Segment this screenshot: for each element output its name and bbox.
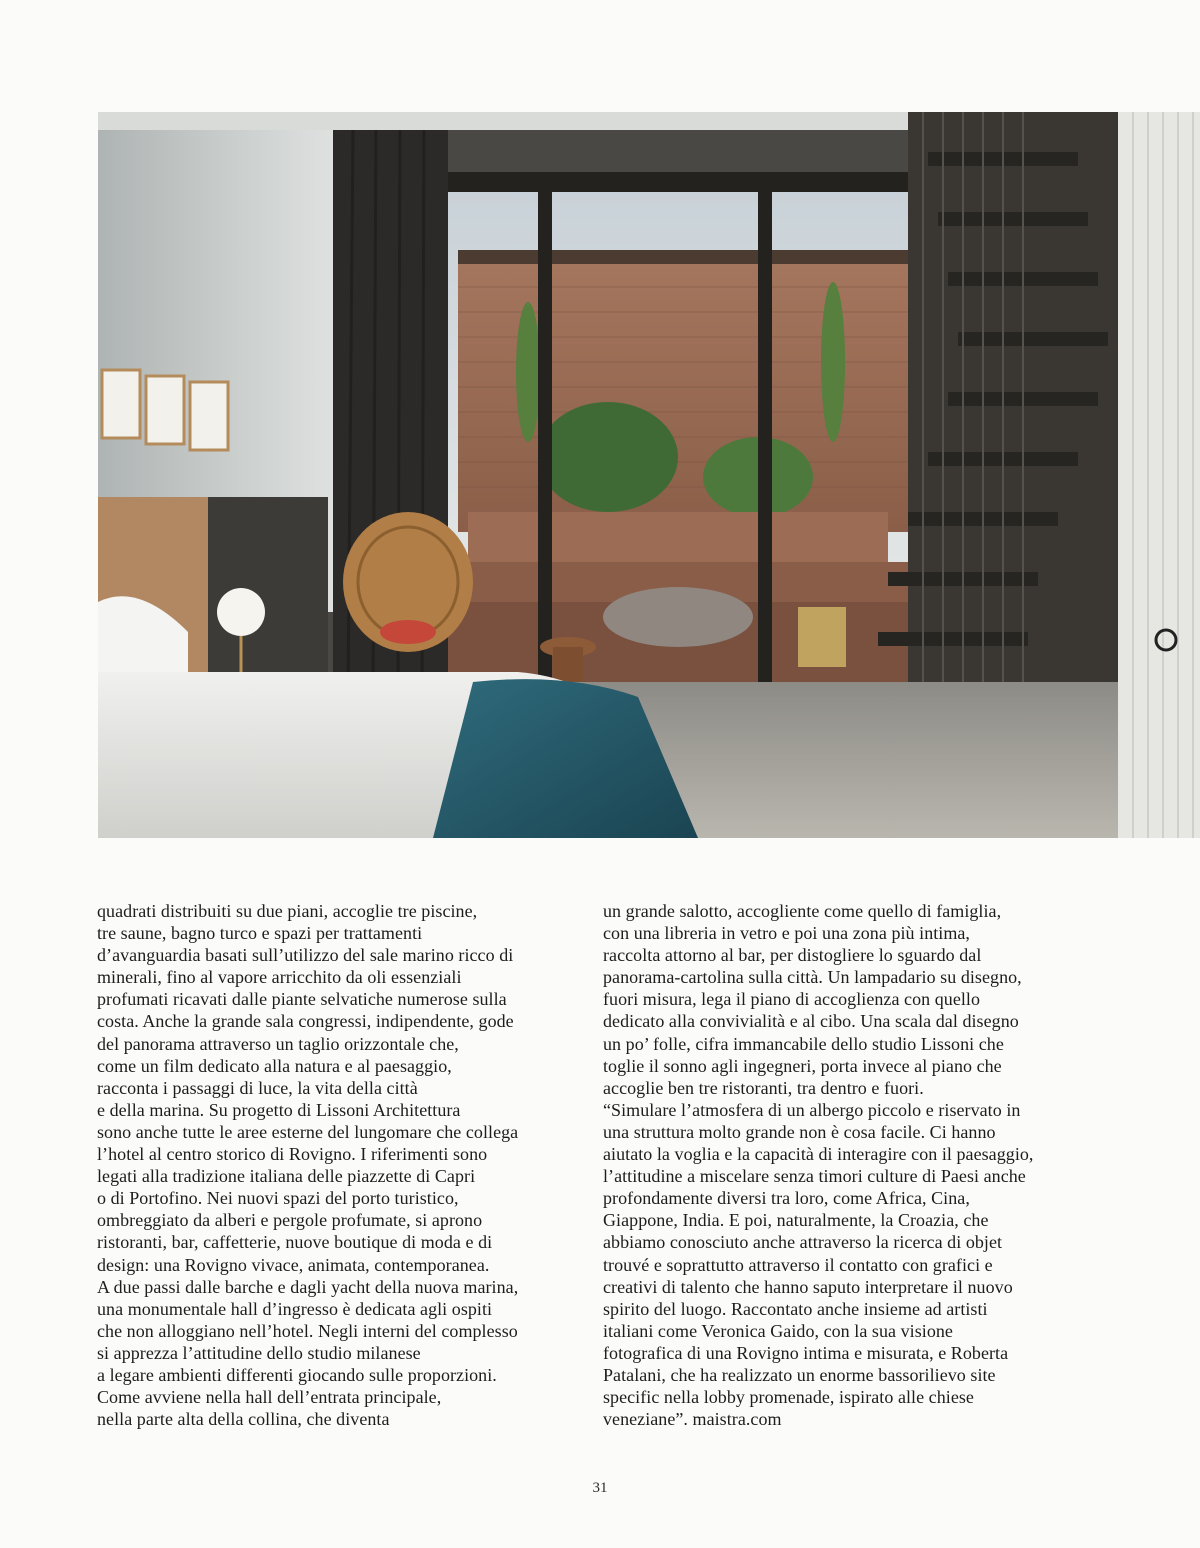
page-number: 31 [592,1480,608,1496]
paragraph: quadrati distribuiti su due piani, accoglie tre piscine, tre saune, bagno turco e spazi per trattamenti d’avanguardia basati sull’utilizzo del sale marino ricco di minerali, fino al vapore arricchito da oli essenziali profumati ricavati dalle piante selvatiche numerose sulla costa. Anche la grande sala congressi, indipendente, gode del panorama attraverso un taglio orizzontale che, come un film dedicato alla natura e al paesaggio, racconta i passaggi di luce, la vita della città e della marina. Su progetto di Lissoni Architettura sono anche tutte le aree esterne del lungomare che collega l’hotel al centro storico di Rovigno. I riferimenti sono legati alla tradizione italiana delle piazzette di Capri o di Portofino. Nei nuovi spazi del porto turistico, ombreggiato da alberi e pergole profumate, si aprono ristoranti, bar, caffetterie, nuove boutique di moda e di design: una Rovigno vivace, animata, contemporanea. [97,901,519,1275]
article-column-left [97,900,567,1430]
article-column-right [603,900,1073,1430]
paragraph: un grande salotto, accogliente come quello di famiglia, con una libreria in vetro e poi una zona più intima, raccolta attorno al bar, per distogliere lo sguardo dal panorama-cartolina sulla città. Un lampadario su disegno, fuori misura, lega il piano di accoglienza con quello dedicato alla convivialità e al cibo. Una scala dal disegno un po’ folle, cifra immancabile dello studio Lissoni che toglie il sonno agli ingegneri, porta invece al piano che accoglie ben tre ristoranti, tra dentro e fuori. [603,901,1022,1098]
hotel-room-photo [98,112,1200,838]
paragraph: “Simulare l’atmosfera di un albergo piccolo e riservato in una struttura molto grande non è cosa facile. Ci hanno aiutato la voglia e la capacità di interagire con il paesaggio, l’attitudine a miscelare senza timori culture di Paesi anche profondamente diversi tra loro, come Africa, Cina, Giappone, India. E poi, naturalmente, la Croazia, che abbiamo conosciuto anche attraverso la ricerca di objet trouvé e soprattutto attraverso il contatto con grafici e creativi di talento che hanno saputo interpretare il nuovo spirito del luogo. Raccontato anche insieme ad artisti italiani come Veronica Gaido, con la sua visione fotografica di una Rovigno intima e misurata, e Roberta Patalani, che ha realizzato un enorme bassorilievo site specific nella lobby promenade, ispirato alle chiese veneziane”. maistra.com [603,1099,1034,1430]
paragraph: A due passi dalle barche e dagli yacht della nuova marina, una monumentale hall d’ingresso è dedicata agli ospiti che non alloggiano nell’hotel. Negli interni del complesso si apprezza l’attitudine dello studio milanese a legare ambienti differenti giocando sulle proporzioni. Come avviene nella hall dell’entrata principale, nella parte alta della collina, che diventa [97,1276,519,1430]
